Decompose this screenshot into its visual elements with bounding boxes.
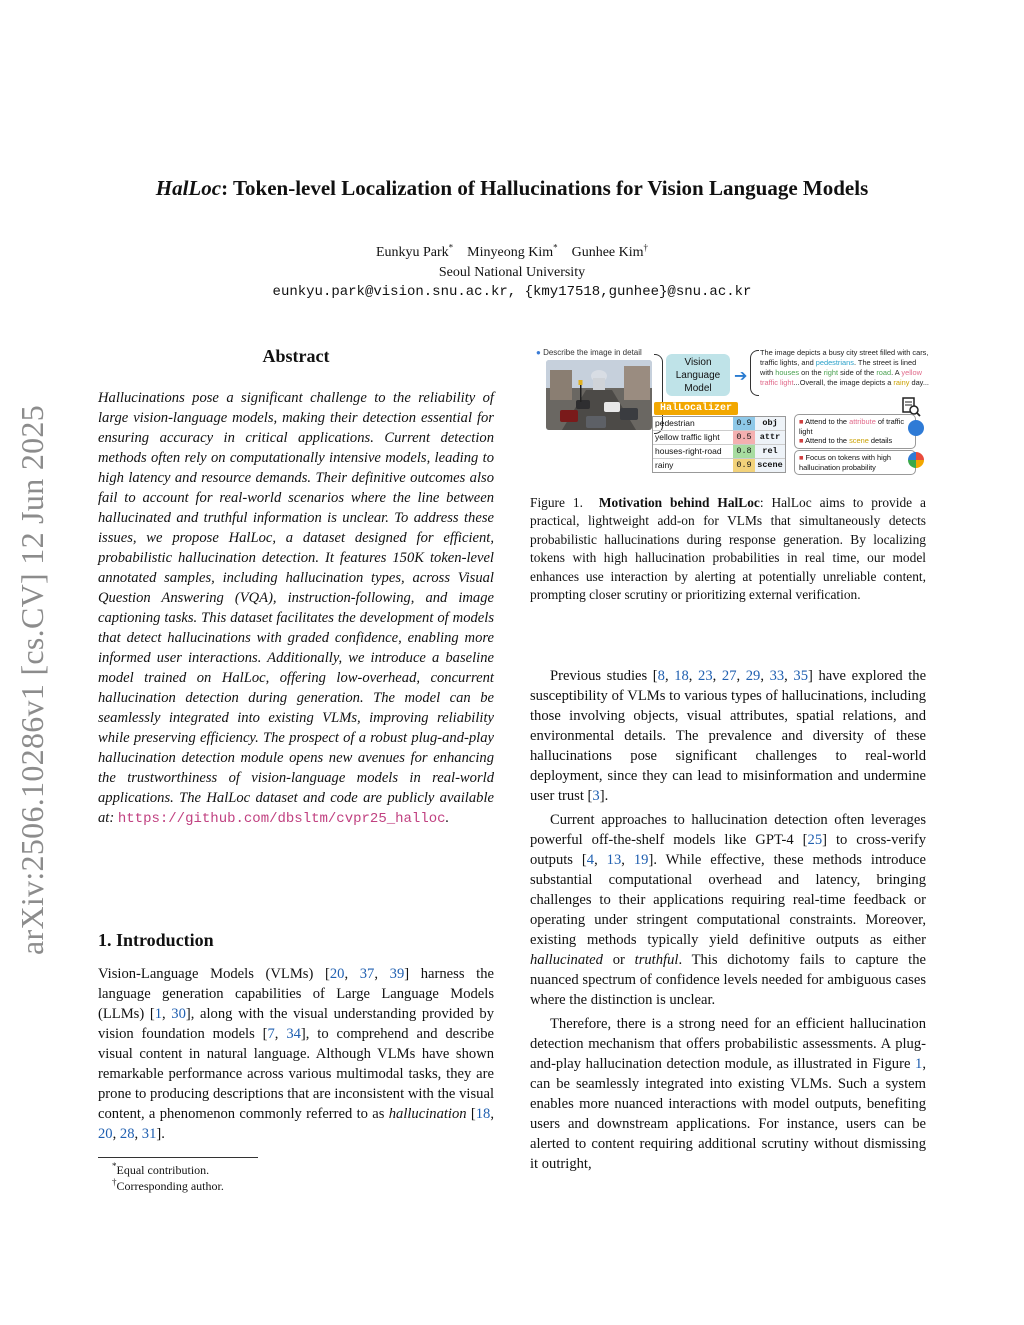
figure-prompt	[536, 348, 642, 357]
street-photo	[546, 360, 652, 430]
table-row	[653, 417, 785, 431]
row-token: rainy	[655, 460, 674, 470]
citation-link[interactable]: 4	[586, 852, 595, 868]
author-2: Minyeong Kim	[467, 245, 554, 260]
row-token: houses-right-road	[655, 446, 722, 456]
intro-text: ], to comprehend and describe visual content in natural language. Although VLMs have shown remarkable performance across various multimodal tasks, they are prone to producing descriptions that are inconsistent with the visual content, a phenomenon commonly referred to as	[98, 1026, 495, 1122]
footnote-rule	[98, 1157, 258, 1158]
citation-link[interactable]: 27	[721, 668, 737, 684]
abstract-text: Hallucinations pose a significant challenge to the reliability of large vision-language models, making their detection essential for ensuring accuracy in critical applications. Current detection methods often rely on computationally intensive models, leading to high latency and resource demands. Their definitive outcomes also fail to account for real-world scenarios where the line between hallucinated and truthful information is unclear. To address these issues, we propose HalLoc, a dataset designed for efficient, probabilistic hallucination detection. It features 150K token-level annotated samples, including hallucination types, across Visual Question Answering (VQA), instruction-following, and image captioning tasks. This dataset facilitates the development of models that detect hallucinations with graded confidence, enabling more informed user interactions. Additionally, we introduce a baseline model trained on HalLoc, offering low-overhead, concurrent hallucination detection during generation. The model can be seamlessly integrated into existing VLMs, improving reliability while preserving efficiency. The prospect of a robust plug-and-play hallucination detection module opens new avenues for enhancing the trustworthiness of vision-language models in real-world applications. The HalLoc dataset and code are publicly available at:	[98, 390, 494, 826]
github-link[interactable]: https://github.com/dbsltm/cvpr25_halloc	[117, 811, 446, 827]
response-text: . The street is lined with	[760, 358, 917, 377]
app-logo-icon	[908, 452, 924, 468]
citation-link[interactable]: 18	[674, 668, 689, 684]
prompt-text: Describe the image in detail	[543, 348, 642, 357]
response-bracket	[750, 350, 759, 396]
alert-text: of traffic light	[799, 417, 905, 436]
response-highlight: rainy	[893, 378, 910, 387]
vlm-label: Language	[675, 370, 721, 381]
citation-link[interactable]: 23	[698, 668, 713, 684]
alert-highlight: scene	[849, 436, 869, 445]
caption-text: : HalLoc aims to provide a practical, lightweight add-on for VLMs that simultaneously detects probabilistic hallucinations during response generation. By localizing tokens with high hallucination probabilities in real time, our model enhances use interaction by alerting at potentially unreliable content, prompting closer scrutiny or prioritizing external verification.	[530, 495, 927, 603]
right-column	[530, 666, 926, 1174]
alert-box	[794, 450, 916, 475]
caption-label: Figure 1.	[530, 495, 583, 510]
response-text: on the	[799, 368, 824, 377]
alert-text: Attend to the	[805, 436, 850, 445]
paragraph-previous-studies: Previous studies [8, 18, 23, 27, 29, 33, 35] have explored the susceptibility of VLMs to various types of hallucinations, including those involving objects, visual attributes, spatial relations, and environmental details. The prevalence and diversity of these hallucinations pose significant challenges to real-world deployment, since they can lead to misinformation and undermine user trust [3].	[530, 668, 927, 804]
citation-link[interactable]: 20	[98, 1126, 113, 1142]
response-highlight: right	[823, 368, 839, 377]
intro-text: [	[466, 1106, 476, 1122]
footnote-1	[112, 1162, 209, 1178]
body-text: ].	[599, 788, 609, 804]
body-text: ]. While effective, these methods introduce substantial computational overhead and latency, bringing challenges to their applications requiring real-time feedback or operating under stringent computational constraints. Moreover, existing methods typically yield definitive outputs as either	[530, 852, 927, 948]
footnote-mark: †	[112, 1177, 117, 1187]
intro-text: ] harness the language generation capabilities of Large Language Models (LLMs) [	[98, 966, 494, 1022]
equal-mark-1: *	[448, 242, 454, 253]
figure-1	[536, 344, 930, 478]
body-text: Previous studies [	[550, 668, 658, 684]
footnote-2	[112, 1178, 224, 1194]
response-text: side of the	[838, 368, 877, 377]
body-text: ] have explored the susceptibility of VLMs to various types of hallucinations, including those involving objects, visual attributes, spatial relations, and environmental details. The prevalence and diversity of these hallucinations pose significant challenges to real-world deployment, since they can lead to misinformation and undermine user trust [	[530, 668, 927, 804]
row-token: yellow traffic light	[655, 432, 720, 442]
hallocalizer-label: HalLocalizer	[654, 402, 738, 415]
alert-box	[794, 414, 916, 449]
response-highlight: road	[876, 368, 892, 377]
response-highlight: yellow traffic light	[760, 368, 922, 387]
figure-link[interactable]: 1	[915, 1056, 923, 1072]
footnote-mark: *	[112, 1161, 117, 1171]
author-3: Gunhee Kim	[571, 245, 644, 260]
citation-link[interactable]: 20	[329, 966, 345, 982]
vlm-box	[666, 354, 730, 396]
vlm-response	[760, 348, 930, 388]
vlm-label: Model	[684, 383, 712, 394]
citation-link[interactable]: 39	[389, 966, 405, 982]
abstract-heading: Abstract	[262, 346, 330, 366]
paper-title	[0, 176, 1024, 201]
intro-text: ].	[156, 1126, 165, 1142]
paragraph-current-approaches: Current approaches to hallucination detection often leverages powerful off-the-shelf models like GPT-4 [25] to cross-verify outputs [4, 13, 19]. While effective, these methods introduce substantial computational overhead and latency, bringing challenges to their applications requiring real-time feedback or operating under stringent computational constraints. Moreover, existing methods typically yield definitive outputs as either hallucinated or truthful. This dichotomy fails to capture the nuanced spectrum of confidence levels needed for ambiguous cases where the distinction is unclear.	[530, 812, 927, 1008]
affiliation: Seoul National University	[438, 265, 586, 280]
intro-text: ], along with the visual understanding provided by vision foundation models [	[98, 1006, 494, 1042]
citation-link[interactable]: 37	[359, 966, 375, 982]
citation-link[interactable]: 30	[171, 1006, 186, 1022]
body-text: Therefore, there is a strong need for an efficient hallucination detection mechanism that offers probabilistic assessments. A plug-and-play hallucination detection module, as illustrated in Figure	[530, 1016, 926, 1072]
abstract-body	[98, 388, 494, 829]
right-arrow-icon: ➔	[734, 368, 748, 385]
response-text: day...	[909, 378, 929, 387]
hallucination-table	[652, 416, 786, 473]
row-token: pedestrian	[655, 418, 695, 428]
title-name: HalLoc	[155, 176, 222, 200]
figure-caption	[530, 494, 926, 604]
alert-text: details	[868, 436, 893, 445]
response-text: . A	[891, 368, 902, 377]
body-text: , can be seamlessly integrated into existing VLMs. Such a system enables more nuanced interactions with model outputs, benefiting users and downstream applications. For instance, users can be alerted to content requiring additional scrutiny without dismissing it outright,	[530, 1056, 926, 1172]
response-text: The image depicts a busy city street filled with cars, traffic lights, and	[760, 348, 929, 367]
citation-link[interactable]: 33	[769, 668, 785, 684]
row-probability: 0.9	[733, 417, 755, 430]
street-scene-illustration	[546, 360, 652, 430]
row-probability: 0.9	[733, 459, 755, 472]
alert-text: Focus on tokens with high hallucination probability	[799, 453, 891, 472]
body-text: ] to cross-verify outputs [	[530, 832, 926, 868]
author-list	[0, 244, 1024, 262]
response-highlight: pedestrians	[815, 358, 854, 367]
warning-icon: ■	[799, 453, 804, 462]
vlm-label: Vision	[684, 357, 712, 368]
body-emphasis: truthful	[634, 952, 679, 968]
table-row	[653, 445, 785, 459]
row-probability: 0.8	[733, 445, 755, 458]
response-highlight: houses	[775, 368, 800, 377]
user-avatar-icon	[908, 420, 924, 436]
intro-heading: 1. Introduction	[98, 930, 214, 950]
citation-link[interactable]: 8	[657, 668, 665, 684]
citation-link[interactable]: 19	[633, 852, 649, 868]
row-type: obj	[755, 417, 785, 430]
paragraph-therefore	[530, 1014, 926, 1174]
citation-link[interactable]: 13	[606, 852, 622, 868]
row-type: attr	[755, 431, 785, 444]
equal-mark-2: *	[553, 242, 558, 253]
citation-link[interactable]: 29	[745, 668, 761, 684]
body-text: or	[602, 952, 635, 968]
citation-link[interactable]: 34	[286, 1026, 301, 1042]
body-text: Current approaches to hallucination detection often leverages powerful off-the-shelf models like GPT-4 [	[530, 812, 926, 848]
citation-link[interactable]: 3	[592, 788, 600, 804]
citation-link[interactable]: 18	[475, 1106, 491, 1122]
table-row	[653, 459, 785, 472]
corresponding-mark: †	[643, 242, 649, 253]
intro-text: Vision-Language Models (VLMs) [	[98, 966, 330, 982]
row-type: scene	[755, 459, 785, 472]
citation-link[interactable]: 7	[267, 1026, 275, 1042]
abstract-end: .	[445, 810, 450, 826]
table-row	[653, 431, 785, 445]
title-rest: : Token-level Localization of Hallucinations for Vision Language Models	[221, 176, 869, 200]
warning-icon: ■	[799, 417, 804, 426]
alert-text: Attend to the	[805, 417, 850, 426]
alert-highlight: attribute	[849, 417, 876, 426]
intro-emphasis: hallucination	[388, 1106, 467, 1122]
citation-link[interactable]: 25	[807, 832, 823, 848]
body-emphasis: hallucinated	[530, 952, 603, 968]
citation-link[interactable]: 31	[141, 1126, 157, 1142]
row-type: rel	[755, 445, 785, 458]
response-text: ...Overall, the image depicts a	[793, 378, 894, 387]
author-1: Eunkyu Park	[375, 245, 449, 260]
row-probability: 0.5	[733, 431, 755, 444]
footnote-text: Equal contribution.	[116, 1163, 210, 1177]
author-emails: eunkyu.park@vision.snu.ac.kr, {kmy17518,gunhee}@snu.ac.kr	[272, 284, 752, 300]
citation-link[interactable]: 35	[793, 668, 809, 684]
footnote-text: Corresponding author.	[116, 1179, 224, 1193]
caption-title: Motivation behind HalLoc	[598, 495, 760, 510]
body-text: . This dichotomy fails to capture the nuanced spectrum of confidence levels needed for ambiguous cases where the distinction is unclear.	[530, 952, 926, 1008]
citation-link[interactable]: 28	[119, 1126, 135, 1142]
user-icon: ●	[536, 348, 541, 357]
warning-icon: ■	[799, 436, 804, 445]
arxiv-stamp: arXiv:2506.10286v1 [cs.CV] 12 Jun 2025	[14, 404, 50, 955]
intro-paragraph: Vision-Language Models (VLMs) [20, 37, 39] harness the language generation capabilities of Large Language Models (LLMs) [1, 30], along with the visual understanding provided by vision foundation models [7, 34], to comprehend and describe visual content in natural language. Although VLMs have shown remarkable performance across various multimodal tasks, they are prone to producing descriptions that are inconsistent with the visual content, a phenomenon commonly referred to as hallucination [18, 20, 28, 31].	[98, 966, 495, 1142]
citation-link[interactable]: 1	[154, 1006, 162, 1022]
